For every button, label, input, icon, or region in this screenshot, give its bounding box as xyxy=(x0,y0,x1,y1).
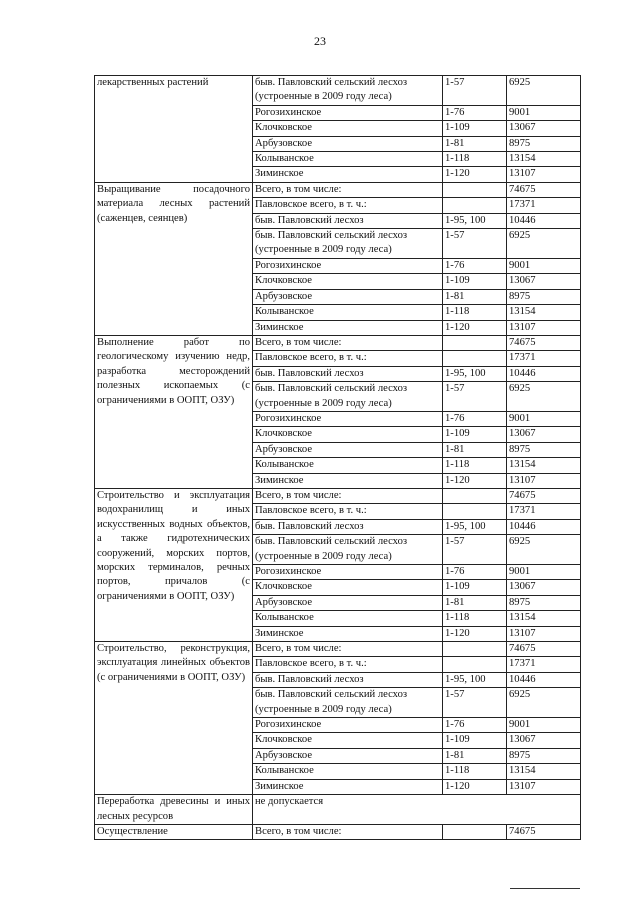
quarters-cell xyxy=(443,642,507,657)
activity-cell: лекарственных растений xyxy=(95,76,253,183)
quarters-cell xyxy=(443,504,507,519)
quarters-cell: 1-95, 100 xyxy=(443,366,507,381)
area-cell: 9001 xyxy=(507,718,581,733)
quarters-cell: 1-109 xyxy=(443,580,507,595)
quarters-cell: 1-57 xyxy=(443,229,507,259)
area-cell: 13067 xyxy=(507,733,581,748)
area-cell: 74675 xyxy=(507,488,581,503)
area-cell: 13067 xyxy=(507,580,581,595)
forestry-cell: Клочковское xyxy=(253,121,443,136)
quarters-cell: 1-118 xyxy=(443,152,507,167)
area-cell: 13154 xyxy=(507,152,581,167)
forestry-cell: Павловское всего, в т. ч.: xyxy=(253,657,443,672)
forestry-cell: Колыванское xyxy=(253,764,443,779)
forestry-cell: Арбузовское xyxy=(253,289,443,304)
forestry-cell: Рогозихинское xyxy=(253,718,443,733)
forestry-cell: Арбузовское xyxy=(253,442,443,457)
forestry-cell: Всего, в том числе: xyxy=(253,488,443,503)
forestry-cell: Арбузовское xyxy=(253,136,443,151)
area-cell: 9001 xyxy=(507,565,581,580)
quarters-cell xyxy=(443,198,507,213)
quarters-cell: 1-81 xyxy=(443,442,507,457)
forestry-cell: Колыванское xyxy=(253,305,443,320)
area-cell: 6925 xyxy=(507,229,581,259)
forestry-cell: быв. Павловский сельский лесхоз (устроенные в 2009 году леса) xyxy=(253,76,443,106)
quarters-cell: 1-95, 100 xyxy=(443,672,507,687)
quarters-cell: 1-120 xyxy=(443,473,507,488)
quarters-cell: 1-76 xyxy=(443,565,507,580)
page-number: 23 xyxy=(314,34,326,48)
quarters-cell xyxy=(443,182,507,197)
area-cell: 13067 xyxy=(507,121,581,136)
quarters-cell: 1-81 xyxy=(443,595,507,610)
quarters-cell xyxy=(443,657,507,672)
area-cell: 13154 xyxy=(507,611,581,626)
area-cell: 10446 xyxy=(507,519,581,534)
quarters-cell: 1-81 xyxy=(443,289,507,304)
area-cell: 17371 xyxy=(507,198,581,213)
table-row xyxy=(95,335,581,350)
area-cell: 13067 xyxy=(507,274,581,289)
activity-cell: Строительство и эксплуатация водохранилищ и иных искусственных водных объектов, а также гидротехнических сооружений, морских портов, морских терминалов, речных портов, причалов (с ограничениями в ООПТ, ОЗУ) xyxy=(95,488,253,641)
quarters-cell: 1-118 xyxy=(443,305,507,320)
table-row xyxy=(95,824,581,839)
table-row xyxy=(95,76,581,106)
forestry-cell: Клочковское xyxy=(253,274,443,289)
quarters-cell xyxy=(443,824,507,839)
area-cell: 6925 xyxy=(507,535,581,565)
quarters-cell: 1-109 xyxy=(443,733,507,748)
area-cell: 8975 xyxy=(507,289,581,304)
area-cell: 6925 xyxy=(507,382,581,412)
area-cell: 13107 xyxy=(507,320,581,335)
quarters-cell: 1-95, 100 xyxy=(443,519,507,534)
quarters-cell: 1-120 xyxy=(443,320,507,335)
activity-cell: Выращивание посадочного материала лесных растений (саженцев, сеянцев) xyxy=(95,182,253,335)
area-cell: 17371 xyxy=(507,351,581,366)
forestry-cell: Рогозихинское xyxy=(253,105,443,120)
quarters-cell: 1-109 xyxy=(443,427,507,442)
area-cell: 13107 xyxy=(507,473,581,488)
forestry-cell: Колыванское xyxy=(253,458,443,473)
forestry-cell: Зиминское xyxy=(253,779,443,794)
activity-cell: Переработка древесины и иных лесных ресурсов xyxy=(95,795,253,825)
forestry-cell: Рогозихинское xyxy=(253,258,443,273)
area-cell: 13154 xyxy=(507,764,581,779)
forestry-cell: Всего, в том числе: xyxy=(253,335,443,350)
forestry-cell: Всего, в том числе: xyxy=(253,642,443,657)
merged-note-cell: не допускается xyxy=(253,795,581,825)
quarters-cell: 1-76 xyxy=(443,105,507,120)
activity-cell: Строительство, реконструкция, эксплуатация линейных объектов (с ограничениями в ООПТ, ОЗУ) xyxy=(95,642,253,795)
quarters-cell: 1-57 xyxy=(443,535,507,565)
area-cell: 9001 xyxy=(507,105,581,120)
quarters-cell: 1-57 xyxy=(443,382,507,412)
area-cell: 8975 xyxy=(507,136,581,151)
table-row xyxy=(95,642,581,657)
forestry-cell: Зиминское xyxy=(253,167,443,182)
forestry-cell: Павловское всего, в т. ч.: xyxy=(253,504,443,519)
forestry-cell: Клочковское xyxy=(253,580,443,595)
area-cell: 9001 xyxy=(507,258,581,273)
table-row xyxy=(95,488,581,503)
forestry-cell: Колыванское xyxy=(253,152,443,167)
forestry-cell: Всего, в том числе: xyxy=(253,824,443,839)
quarters-cell: 1-81 xyxy=(443,748,507,763)
area-cell: 13154 xyxy=(507,305,581,320)
quarters-cell: 1-76 xyxy=(443,258,507,273)
forestry-cell: Рогозихинское xyxy=(253,565,443,580)
area-cell: 13107 xyxy=(507,779,581,794)
forestry-cell: Зиминское xyxy=(253,473,443,488)
area-cell: 8975 xyxy=(507,748,581,763)
footer-rule xyxy=(510,888,580,889)
quarters-cell xyxy=(443,351,507,366)
area-cell: 74675 xyxy=(507,335,581,350)
forestry-cell: быв. Павловский сельский лесхоз (устроенные в 2009 году леса) xyxy=(253,382,443,412)
forestry-cell: Клочковское xyxy=(253,733,443,748)
quarters-cell: 1-76 xyxy=(443,718,507,733)
quarters-cell: 1-120 xyxy=(443,779,507,794)
forestry-cell: Колыванское xyxy=(253,611,443,626)
quarters-cell: 1-95, 100 xyxy=(443,213,507,228)
forestry-cell: Рогозихинское xyxy=(253,411,443,426)
quarters-cell: 1-118 xyxy=(443,611,507,626)
forestry-cell: Всего, в том числе: xyxy=(253,182,443,197)
area-cell: 8975 xyxy=(507,442,581,457)
forestry-cell: быв. Павловский сельский лесхоз (устроенные в 2009 году леса) xyxy=(253,535,443,565)
area-cell: 13107 xyxy=(507,167,581,182)
quarters-cell: 1-118 xyxy=(443,458,507,473)
area-cell: 10446 xyxy=(507,366,581,381)
area-cell: 17371 xyxy=(507,504,581,519)
area-cell: 10446 xyxy=(507,672,581,687)
area-cell: 74675 xyxy=(507,182,581,197)
table-body xyxy=(95,76,581,840)
quarters-cell: 1-120 xyxy=(443,167,507,182)
quarters-cell: 1-109 xyxy=(443,274,507,289)
table-row xyxy=(95,795,581,825)
quarters-cell xyxy=(443,488,507,503)
forestry-cell: Зиминское xyxy=(253,626,443,641)
forestry-cell: быв. Павловский сельский лесхоз (устроенные в 2009 году леса) xyxy=(253,688,443,718)
quarters-cell: 1-57 xyxy=(443,76,507,106)
forestry-cell: Павловское всего, в т. ч.: xyxy=(253,351,443,366)
area-cell: 8975 xyxy=(507,595,581,610)
area-cell: 6925 xyxy=(507,76,581,106)
table-row xyxy=(95,182,581,197)
forest-use-table xyxy=(94,75,581,840)
forestry-cell: Арбузовское xyxy=(253,595,443,610)
activity-cell: Осуществление xyxy=(95,824,253,839)
area-cell: 13067 xyxy=(507,427,581,442)
forestry-cell: быв. Павловский лесхоз xyxy=(253,672,443,687)
forestry-cell: Павловское всего, в т. ч.: xyxy=(253,198,443,213)
forestry-cell: Клочковское xyxy=(253,427,443,442)
forestry-cell: Арбузовское xyxy=(253,748,443,763)
forestry-cell: быв. Павловский лесхоз xyxy=(253,366,443,381)
area-cell: 13107 xyxy=(507,626,581,641)
area-cell: 74675 xyxy=(507,642,581,657)
quarters-cell: 1-81 xyxy=(443,136,507,151)
forestry-cell: быв. Павловский сельский лесхоз (устроенные в 2009 году леса) xyxy=(253,229,443,259)
forestry-cell: быв. Павловский лесхоз xyxy=(253,213,443,228)
forestry-cell: быв. Павловский лесхоз xyxy=(253,519,443,534)
quarters-cell: 1-109 xyxy=(443,121,507,136)
quarters-cell: 1-76 xyxy=(443,411,507,426)
quarters-cell: 1-57 xyxy=(443,688,507,718)
area-cell: 6925 xyxy=(507,688,581,718)
forestry-cell: Зиминское xyxy=(253,320,443,335)
area-cell: 9001 xyxy=(507,411,581,426)
area-cell: 13154 xyxy=(507,458,581,473)
area-cell: 17371 xyxy=(507,657,581,672)
quarters-cell: 1-118 xyxy=(443,764,507,779)
area-cell: 10446 xyxy=(507,213,581,228)
quarters-cell xyxy=(443,335,507,350)
area-cell: 74675 xyxy=(507,824,581,839)
quarters-cell: 1-120 xyxy=(443,626,507,641)
activity-cell: Выполнение работ по геологическому изучению недр, разработка месторождений полезных ископаемых (с ограничениями в ООПТ, ОЗУ) xyxy=(95,335,253,488)
